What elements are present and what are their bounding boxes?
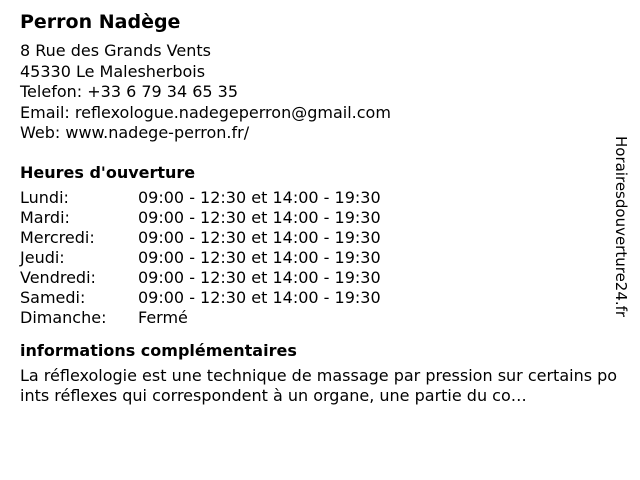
contact-block: [20, 41, 620, 144]
hours-time: 09:00 - 12:30 et 14:00 - 19:30: [138, 247, 381, 267]
hours-day: Dimanche:: [20, 307, 107, 327]
hours-time: 09:00 - 12:30 et 14:00 - 19:30: [138, 187, 381, 207]
address-city: 45330 Le Malesherbois: [20, 61, 206, 81]
site-watermark: Horairesdouverture24.fr: [612, 136, 630, 318]
hours-table: [20, 188, 620, 328]
hours-time: 09:00 - 12:30 et 14:00 - 19:30: [138, 207, 381, 227]
hours-row-mercredi: [20, 228, 620, 248]
hours-time: 09:00 - 12:30 et 14:00 - 19:30: [138, 287, 381, 307]
hours-day: Lundi:: [20, 187, 69, 207]
hours-day: Jeudi:: [20, 247, 65, 267]
web-line[interactable]: Web: www.nadege-perron.fr/: [20, 123, 250, 142]
hours-row-mardi: [20, 208, 620, 228]
hours-row-lundi: [20, 188, 620, 208]
hours-time: 09:00 - 12:30 et 14:00 - 19:30: [138, 267, 381, 287]
hours-day: Samedi:: [20, 287, 86, 307]
phone-line[interactable]: Telefon: +33 6 79 34 65 35: [20, 82, 239, 101]
hours-row-dimanche: [20, 308, 620, 328]
hours-time: 09:00 - 12:30 et 14:00 - 19:30: [138, 227, 381, 247]
business-card: [20, 9, 620, 406]
info-description: La réflexologie est une technique de massage par pression sur certains points réflexes qui correspondent à un organe, une partie du co…: [20, 365, 618, 405]
business-name: Perron Nadège: [20, 11, 181, 33]
address-street: 8 Rue des Grands Vents: [20, 41, 211, 60]
email-line[interactable]: Email: reflexologue.nadegeperron@gmail.com: [20, 102, 391, 122]
hours-row-samedi: [20, 288, 620, 308]
hours-heading: Heures d'ouverture: [20, 162, 196, 182]
hours-day: Mercredi:: [20, 227, 95, 247]
info-heading: informations complémentaires: [20, 340, 297, 360]
hours-day: Mardi:: [20, 207, 70, 227]
hours-row-vendredi: [20, 268, 620, 288]
hours-day: Vendredi:: [20, 267, 96, 287]
hours-row-jeudi: [20, 248, 620, 268]
hours-time: Fermé: [138, 307, 188, 327]
